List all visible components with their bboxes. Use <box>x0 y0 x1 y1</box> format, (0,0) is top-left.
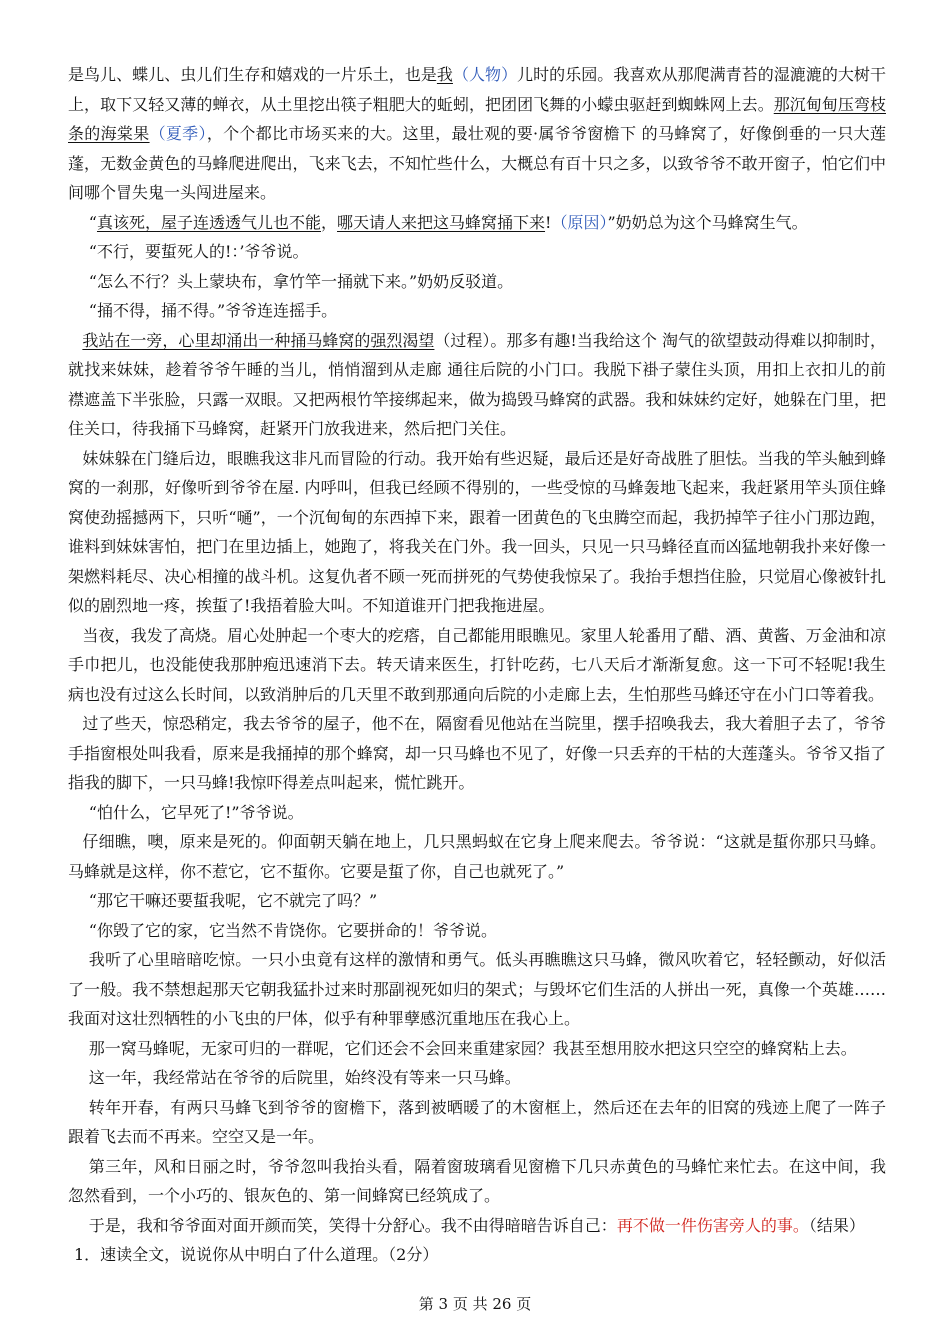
question-1: 1．速读全文，说说你从中明白了什么道理。（2分） <box>74 1245 439 1264</box>
paragraph-16: 这一年，我经常站在爷爷的后院里，始终没有等来一只马蜂。 <box>88 1068 521 1087</box>
annotation-person: （人物） <box>452 65 518 84</box>
text: “ <box>88 212 97 232</box>
underlined-text: 那沉甸甸压弯枝条的海棠果 <box>68 94 886 143</box>
paragraph-7: 妹妹躲在门缝后边，眼瞧我这非凡而冒险的行动。我开始有些迟疑，最后还是好奇战胜了胆怯。当我的竿头触到蜂窝的一刹那，好像听到爷爷在屋. 内呼叫，但我已经顾不得别的，一些受惊的马蜂轰地飞起来，我赶紧用竿头顶住蜂窝使劲摇撼两下，只听“嗵”，一个沉甸甸的东西掉下来，跟着一团黄色的飞虫腾空而起，我扔掉竿子往小门那边跑，谁料到妹妹害怕，把门在里边插上，她跑了，将我关在门外。我一回头，只见一只马蜂径直而凶猛地朝我扑来好像一架燃料耗尽、决心相撞的战斗机。这复仇者不顾一死而拼死的气势使我惊呆了。我抬手想挡住脸，只觉眉心像被针扎似的剧烈地一疼，挨蜇了!我捂着脸大叫。不知道谁开门把我拖进屋。 <box>68 448 886 615</box>
annotation-result: （结果） <box>808 1215 865 1235</box>
paragraph-18: 第三年，风和日丽之时，爷爷忽叫我抬头看，隔着窗玻璃看见窗檐下几只赤黄色的马蜂忙来忙去。在这中间，我忽然看到，一个小巧的、银灰色的、第一间蜂窝已经筑成了。 <box>68 1156 886 1205</box>
text: （过程）。那多有趣!当我给这个 淘气的欲望鼓动得难以抑制时，就找来妹妹，趁着爷爷午睡的当儿，悄悄溜到从走廊 通往后院的小门口。我脱下褂子蒙住头顶，用扣上衣扣儿的前襟遮盖下半张脸，只露一双眼。又把两根竹竿接绑起来，做为捣毁马蜂窝的武器。我和妹妹约定好，她躲在门里，把住关口，待我捅下马蜂窝，赶紧开门放我进来，然后把门关住。 <box>68 330 886 438</box>
paragraph-12: “那它干嘛还要蜇我呢，它不就完了吗？” <box>88 891 378 910</box>
paragraph-13: “你毁了它的家，它当然不肯饶你。它要拼命的！爷爷说。 <box>88 920 497 940</box>
text: ”奶奶总为这个马蜂窝生气。 <box>607 212 808 232</box>
underlined-text: 真该死，屋子连透透气儿也不能 <box>96 212 321 232</box>
paragraph-14: 我听了心里暗暗吃惊。一只小虫竟有这样的激情和勇气。低头再瞧瞧这只马蜂，微风吹着它，轻轻颤动，好似活了一般。我不禁想起那天它朝我猛扑过来时那副视死如归的架式；与毁坏它们生活的人拼出一死，真像一个英雄……我面对这壮烈牺牲的小飞虫的尸体，似乎有种罪孽感沉重地压在我心上。 <box>68 950 886 1028</box>
text: 于是，我和爷爷面对面开颜而笑，笑得十分舒心。我不由得暗暗告诉自己： <box>88 1215 617 1235</box>
paragraph-10: “怕什么，它早死了!”爷爷说。 <box>88 802 304 822</box>
text: ， <box>321 212 338 232</box>
paragraph-6 <box>68 326 886 444</box>
paragraph-1 <box>68 60 886 208</box>
paragraph-4: “怎么不行？头上蒙块布，拿竹竿一捅就下来。”奶奶反驳道。 <box>88 271 514 291</box>
text: ! <box>545 212 552 232</box>
article-body <box>68 60 886 1270</box>
paragraph-9: 过了些天，惊恐稍定，我去爷爷的屋子，他不在，隔窗看见他站在当院里，摆手招唤我去，我大着胆子去了，爷爷手指窗根处叫我看，原来是我捅掉的那个蜂窝，却一只马蜂也不见了，好像一只丢弃的干枯的大莲蓬头。爷爷又指了指我的脚下，一只马蜂!我惊吓得差点叫起来，慌忙跳开。 <box>68 714 886 792</box>
paragraph-17: 转年开春，有两只马蜂飞到爷爷的窗檐下，落到被晒暖了的木窗框上，然后还在去年的旧窝的残迹上爬了一阵子跟着飞去而不再来。空空又是一年。 <box>68 1097 886 1146</box>
page-number-footer: 第 3 页 共 26 页 <box>418 1295 532 1313</box>
paragraph-5: “捅不得，捅不得。”爷爷连连摇手。 <box>88 301 338 320</box>
paragraph-3: “不行，要蜇死人的!：’爷爷说。 <box>88 242 309 261</box>
highlighted-conclusion: 再不做一件伤害旁人的事。 <box>616 1215 809 1235</box>
underlined-text: 我站在一旁，心里却涌出一种捅马蜂窝的强烈渴望 <box>82 330 435 350</box>
paragraph-19 <box>68 1211 886 1241</box>
text: 儿时的乐园。我喜欢从那爬满青苔的湿漉漉的大树干上，取下又轻又薄的蝉衣，从土里挖出筷子粗肥大的蚯蚓，把团团飞舞的小蠓虫驱赶到蜘蛛网上去。 <box>68 65 886 114</box>
paragraph-2 <box>68 208 886 238</box>
annotation-reason: （原因） <box>551 212 608 232</box>
paragraph-8: 当夜，我发了高烧。眉心处肿起一个枣大的疙瘩，自己都能用眼瞧见。家里人轮番用了醋、酒、黄酱、万金油和凉手巾把儿，也没能使我那肿疱迅速消下去。转天请来医生，打针吃药，七八天后才渐渐复愈。这一下可不轻呢!我生病也没有过这么长时间，以致消肿后的几天里不敢到那通向后院的小走廊上去，生怕那些马蜂还守在小门口等着我。 <box>68 625 886 704</box>
text: 是鸟儿、蝶儿、虫儿们生存和嬉戏的一片乐土，也是 <box>68 65 437 84</box>
underlined-text: 我 <box>436 65 453 84</box>
annotation-season: （夏季） <box>149 124 207 143</box>
paragraph-15: 那一窝马蜂呢，无家可归的一群呢，它们还会不会回来重建家园？我甚至想用胶水把这只空空的蜂窝粘上去。 <box>88 1038 857 1058</box>
text: ，个个都比市场买来的大。这里，最壮观的要·属爷爷窗檐下 的马蜂窝了，好像倒垂的一只大莲蓬，无数金黄色的马蜂爬进爬出，飞来飞去，不知忙些什么，大概总有百十只之多，以致爷爷不敢开窗子，怕它们中间哪个冒失鬼一头闯进屋来。 <box>68 124 886 202</box>
underlined-text: 哪天请人来把这马蜂窝捅下来 <box>337 212 546 232</box>
paragraph-11: 仔细瞧，噢，原来是死的。仰面朝天躺在地上，几只黑蚂蚁在它身上爬来爬去。爷爷说：“这就是蜇你那只马蜂。马蜂就是这样，你不惹它，它不蜇你。它要是蜇了你，自己也就死了。” <box>68 832 886 881</box>
